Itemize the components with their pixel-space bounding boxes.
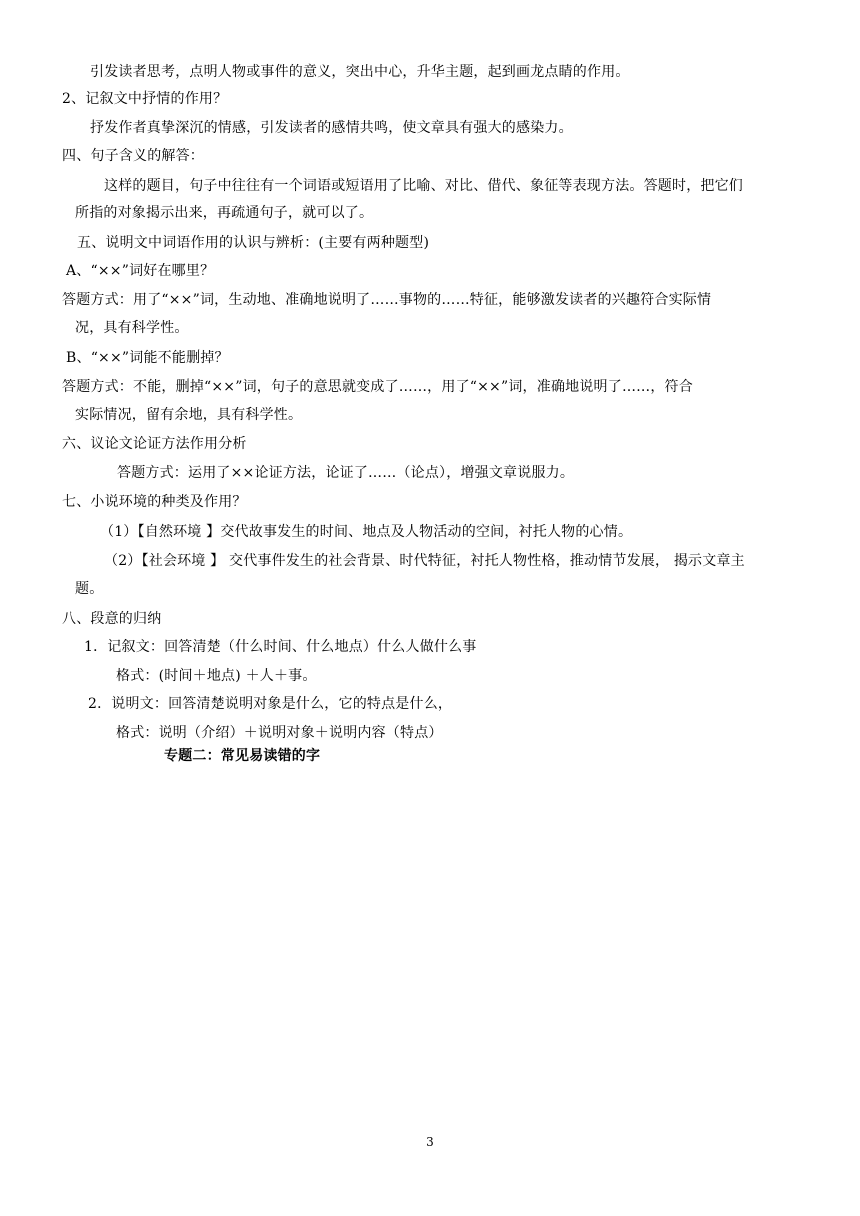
natural-environment-line: （1）【自然环境 】交代故事发生的时间、地点及人物活动的空间，衬托人物的心情。 — [100, 524, 633, 540]
answer-a-line-1: 答题方式：用了“××”词，生动地、准确地说明了……事物的……特征，能够激发读者的兴趣符合实际情 — [62, 292, 712, 308]
question-b: B、“××”词能不能删掉？ — [66, 350, 229, 366]
question-heading-2: 2、记叙文中抒情的作用？ — [62, 91, 228, 107]
narrative-summary-line: 1．记叙文：回答清楚（什么时间、什么地点）什么人做什么事 — [84, 639, 477, 655]
special-topic-title: 专题二：常见易读错的字 — [164, 748, 321, 764]
expository-format-line: 格式：说明（介绍）＋说明对象＋说明内容（特点） — [116, 725, 443, 741]
text-line-5: 这样的题目，句子中往往有一个词语或短语用了比喻、对比、借代、象征等表现方法。答题时，把它们 — [104, 178, 743, 194]
text-line-3: 抒发作者真挚深沉的情感，引发读者的感情共鸣，使文章具有强大的感染力。 — [90, 120, 573, 136]
question-a: A、“××”词好在哪里？ — [66, 263, 215, 279]
text-line-6: 所指的对象揭示出来，再疏通句子，就可以了。 — [75, 205, 374, 221]
section-heading-6: 六、议论文论证方法作用分析 — [62, 436, 247, 452]
section-heading-8: 八、段意的归纳 — [62, 611, 162, 627]
answer-b-line-2: 实际情况，留有余地，具有科学性。 — [75, 407, 303, 423]
section-heading-4: 四、句子含义的解答： — [62, 148, 204, 164]
narrative-format-line: 格式：(时间＋地点) ＋人＋事。 — [116, 668, 317, 684]
page-number: 3 — [426, 1135, 434, 1149]
answer-a-line-2: 况，具有科学性。 — [75, 320, 189, 336]
answer-section-6: 答题方式：运用了××论证方法，论证了……（论点），增强文章说服力。 — [117, 465, 575, 481]
social-environment-line-2: 题。 — [75, 581, 104, 597]
answer-b-line-1: 答题方式：不能，删掉“××”词，句子的意思就变成了……，用了“××”词，准确地说明了……，符合 — [62, 379, 693, 395]
social-environment-line-1: （2）【社会环境 】 交代事件发生的社会背景、时代特征，衬托人物性格，推动情节发展， 揭示文章主 — [104, 553, 745, 569]
text-line-1: 引发读者思考，点明人物或事件的意义，突出中心，升华主题，起到画龙点睛的作用。 — [90, 64, 630, 80]
expository-summary-line: 2．说明文：回答清楚说明对象是什么，它的特点是什么， — [88, 696, 453, 712]
section-heading-5: 五、说明文中词语作用的认识与辨析：(主要有两种题型) — [77, 235, 430, 251]
section-heading-7: 七、小说环境的种类及作用？ — [62, 494, 247, 510]
